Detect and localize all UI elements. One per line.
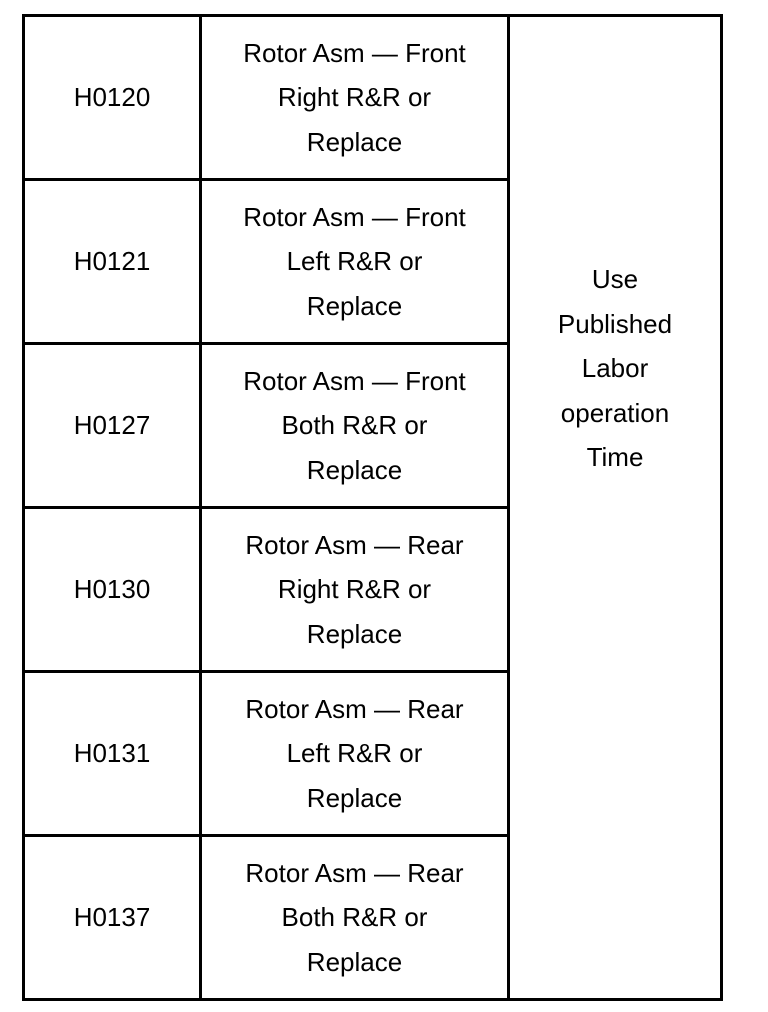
note-line: Time: [586, 442, 644, 472]
note-line: Published: [557, 308, 673, 339]
description-line: Left R&R or: [286, 246, 423, 277]
description-line: Replace: [306, 618, 403, 649]
table-row: [24, 16, 722, 180]
description-line: Both R&R or: [281, 902, 428, 933]
operation-description: [201, 508, 509, 672]
description-line: Replace: [306, 290, 403, 321]
operation-code: H0127: [24, 344, 201, 508]
operation-code: H0131: [24, 672, 201, 836]
operation-code: H0120: [24, 16, 201, 180]
description-line: Rotor Asm — Rear: [245, 529, 464, 560]
operation-code: H0130: [24, 508, 201, 672]
description-line: Replace: [306, 946, 403, 977]
operation-description: [201, 672, 509, 836]
description-line: Right R&R or: [277, 82, 432, 113]
operation-description: [201, 180, 509, 344]
description-line: Rotor Asm — Front: [243, 201, 466, 232]
operation-code: H0137: [24, 836, 201, 1000]
description-line: Replace: [306, 454, 403, 485]
operation-description: [201, 344, 509, 508]
description-line: Replace: [306, 126, 403, 157]
description-line: Rotor Asm — Front: [243, 365, 466, 396]
operation-description: [201, 16, 509, 180]
description-line: Replace: [306, 782, 403, 813]
description-line: Rotor Asm — Front: [243, 37, 466, 68]
description-line: Rotor Asm — Rear: [245, 693, 464, 724]
note-line: operation: [560, 397, 670, 428]
note-line: Use: [591, 264, 639, 294]
labor-operation-table: [22, 14, 723, 1001]
description-line: Right R&R or: [277, 574, 432, 605]
operation-code: H0121: [24, 180, 201, 344]
note-line: Labor: [581, 353, 649, 383]
labor-time-note: [509, 16, 722, 1000]
description-line: Rotor Asm — Rear: [245, 857, 464, 888]
description-line: Left R&R or: [286, 738, 423, 769]
operation-description: [201, 836, 509, 1000]
description-line: Both R&R or: [281, 410, 428, 441]
